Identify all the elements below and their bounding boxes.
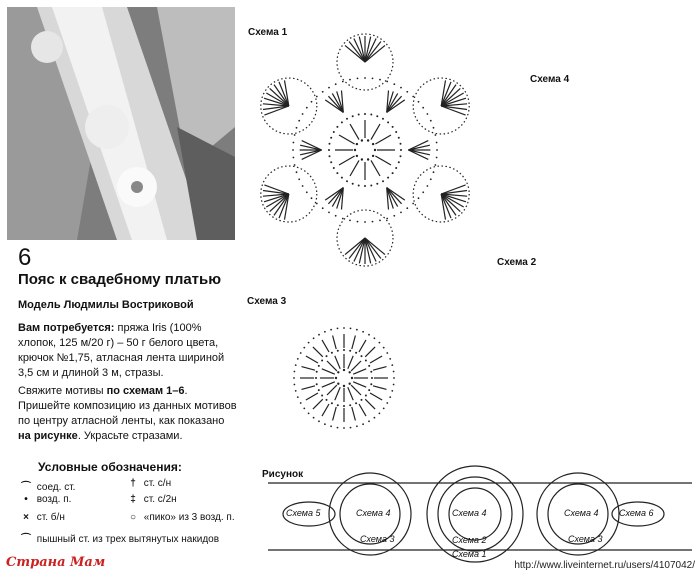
chain-symbol: • — [24, 494, 28, 505]
instr-part-2: . Пришейте композицию из данных мотивов по центру атласной ленты, как показано — [18, 385, 237, 427]
drawing-scheme-4-left-label: Схема 4 — [356, 508, 391, 518]
drawing-scheme-4-center-label: Схема 4 — [452, 508, 487, 518]
instr-bold-1: по схемам 1–6 — [106, 385, 185, 397]
drawing-scheme-3-left-label: Схема 3 — [360, 534, 395, 544]
legend-label: ст. с/н — [143, 478, 172, 489]
treble-crochet-symbol: ‡ — [130, 494, 136, 505]
drawing-label: Рисунок — [262, 469, 304, 480]
legend-label: ст. б/н — [36, 512, 65, 523]
article-author: Модель Людмилы Востриковой — [18, 299, 194, 311]
drawing-scheme-4-right-label: Схема 4 — [564, 508, 599, 518]
legend-title: Условные обозначения: — [38, 460, 182, 474]
drawing-scheme-1-label: Схема 1 — [452, 549, 487, 559]
drawing-scheme-5-label: Схема 5 — [286, 508, 321, 518]
drawing-scheme-6-label: Схема 6 — [619, 508, 654, 518]
source-url-watermark: http://www.liveinternet.ru/users/4107042/ — [514, 560, 695, 571]
double-crochet-symbol: † — [130, 478, 136, 489]
site-logo: Страна Мам — [6, 555, 106, 570]
picot-symbol: ○ — [129, 512, 137, 523]
scheme-1-label: Схема 1 — [248, 27, 288, 38]
puff-stitch-symbol: ⌒ — [21, 534, 31, 545]
single-crochet-symbol: × — [23, 512, 29, 523]
instr-bold-2: на рисунке — [18, 430, 78, 442]
legend-label: «пико» из 3 возд. п. — [143, 512, 235, 523]
legend-label: ст. с/2н — [143, 494, 177, 505]
scheme-4-label: Схема 4 — [530, 74, 570, 85]
drawing-scheme-3-right-label: Схема 3 — [568, 534, 603, 544]
materials-text: пряжа Iris (100% хлопок, 125 м/20 г) – 50 г белого цвета, крючок №1,75, атласная лента шириной 3,5 см и длиной 3 м, стразы. — [18, 322, 225, 379]
scheme-2-label: Схема 2 — [497, 257, 537, 268]
legend-label: пышный ст. из трех вытянутых накидов — [36, 534, 220, 545]
scheme-3-label: Схема 3 — [247, 296, 287, 307]
slip-stitch-symbol: ⌒ — [21, 482, 31, 493]
instr-part-3: . Украсьте стразами. — [77, 430, 183, 442]
legend-label: соед. ст. — [36, 482, 76, 493]
legend-label: возд. п. — [36, 494, 72, 505]
drawing-scheme-2-label: Схема 2 — [452, 535, 487, 545]
article-number: 6 — [18, 244, 32, 271]
materials-label: Вам потребуется: — [18, 322, 115, 334]
instr-part-1: Свяжите мотивы — [18, 385, 107, 397]
article-title: Пояс к свадебному платью — [18, 271, 222, 288]
